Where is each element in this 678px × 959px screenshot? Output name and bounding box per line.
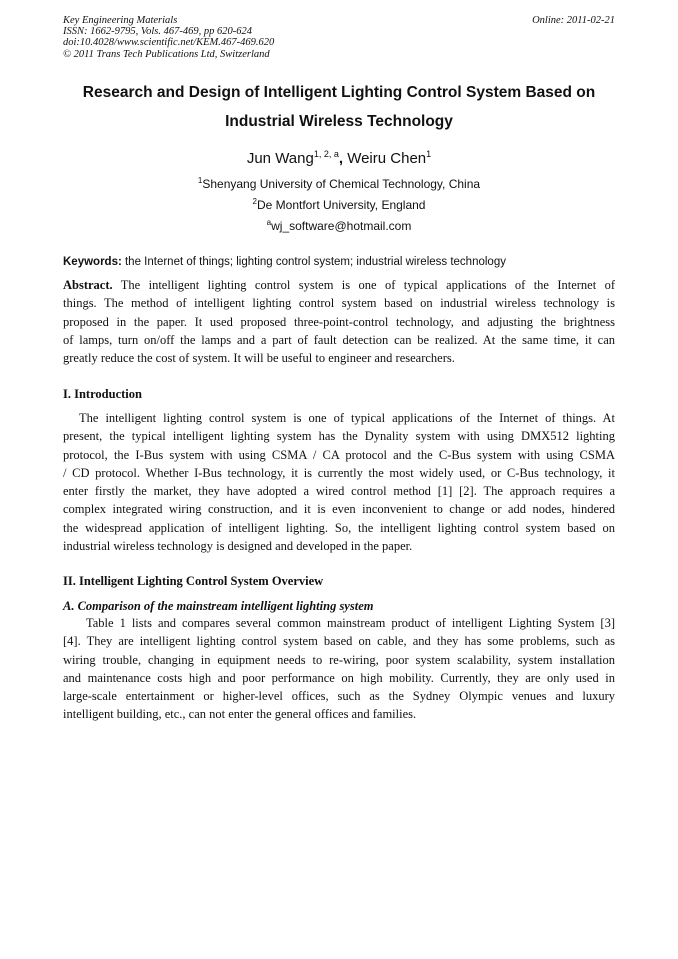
author-2-affiliation: 1 bbox=[426, 149, 432, 159]
body-line: and maintenance costs high and poor performance on high mobility. Currently, they are only used in bbox=[63, 670, 615, 685]
journal-header bbox=[63, 15, 615, 60]
email-mark: a bbox=[266, 218, 272, 227]
body-line: enter firstly the market, they have adopted a wired control method [1] [2]. The approach requires a bbox=[63, 484, 615, 499]
affiliation-2-text: De Montfort University, England bbox=[256, 198, 426, 212]
body-line: large-scale entertainment or higher-level offices, such as the Sydney Olympic venues and luxury bbox=[63, 689, 615, 704]
keywords-label: Keywords: bbox=[63, 256, 122, 268]
body-line: industrial wireless technology is designed and developed in the paper. bbox=[63, 539, 413, 554]
abstract-line bbox=[63, 276, 615, 294]
affiliation-2 bbox=[0, 197, 678, 213]
abstract-line-text: The intelligent lighting control system is one of typical applications of the Internet of bbox=[112, 278, 615, 292]
body-line: [4]. They are intelligent lighting control system based on cable, and they has some problems, such as bbox=[63, 634, 615, 649]
title-line-1: Research and Design of Intelligent Lighting Control System Based on bbox=[82, 84, 596, 101]
body-line: the widespread application of intelligent lighting. So, the intelligent lighting control system based on bbox=[63, 520, 615, 535]
body-line: The intelligent lighting control system is one of typical applications of the Internet of things. At bbox=[79, 411, 615, 425]
author-separator: , bbox=[338, 150, 344, 167]
abstract-label: Abstract. bbox=[63, 278, 113, 292]
abstract-line: greatly reduce the cost of system. It will be useful to engineer and researchers. bbox=[63, 351, 455, 366]
subsection-a-heading: A. Comparison of the mainstream intelligent lighting system bbox=[63, 599, 374, 613]
section-2-heading: II. Intelligent Lighting Control System Overview bbox=[63, 574, 324, 588]
abstract-line: things. The method of intelligent lighting control system based on industrial wireless technology is bbox=[63, 296, 615, 311]
title-line-2: Industrial Wireless Technology bbox=[225, 113, 453, 130]
body-line: wiring trouble, changing in equipment needs to re-wiring, poor system scalability, system installation bbox=[63, 652, 615, 667]
affiliation-2-mark: 2 bbox=[252, 197, 257, 206]
abstract-line: of lamps, turn on/off the lamps and a part of fault detection can be realized. At the same time, it can bbox=[63, 332, 615, 347]
body-line: / CD protocol. Whether I-Bus technology, it is currently the most widely used, or C-Bus technology, it bbox=[63, 465, 615, 480]
body-line: present, the typical intelligent lighting system has the Dynality system with using DMX512 lighting bbox=[63, 429, 615, 444]
affiliation-1-text: Shenyang University of Chemical Technology, China bbox=[202, 177, 481, 191]
section-1-body bbox=[63, 409, 615, 555]
section-1-heading: I. Introduction bbox=[63, 387, 142, 401]
author-line bbox=[0, 148, 678, 170]
issn-line: ISSN: 1662-9795, Vols. 467-469, pp 620-624 bbox=[63, 26, 252, 38]
keywords bbox=[63, 254, 623, 270]
affiliation-email bbox=[0, 218, 678, 234]
author-2: Weiru Chen bbox=[347, 150, 427, 167]
body-line: complex integrated wiring construction, and it is even inconvenient to change or add nodes, hindered bbox=[63, 502, 615, 517]
doi-line: doi:10.4028/www.scientific.net/KEM.467-469.620 bbox=[63, 37, 275, 49]
body-line: Table 1 lists and compares several common mainstream product of intelligent Lighting System [3] bbox=[86, 616, 615, 630]
journal-name: Key Engineering Materials bbox=[63, 15, 178, 26]
affiliation-1 bbox=[0, 176, 678, 192]
abstract-line: proposed in the paper. It used proposed three-point-control technology, and adjusting the brightness bbox=[63, 314, 615, 329]
email-text: wj_software@hotmail.com bbox=[271, 219, 412, 233]
author-1: Jun Wang bbox=[246, 150, 314, 167]
paper-title bbox=[40, 78, 638, 136]
affiliation-1-mark: 1 bbox=[197, 176, 203, 185]
abstract bbox=[63, 276, 615, 367]
body-line: protocol, the I-Bus system with using CSMA / CA protocol and the C-Bus system with using CSMA bbox=[63, 447, 615, 462]
copyright-line: © 2011 Trans Tech Publications Ltd, Switzerland bbox=[63, 48, 270, 60]
author-1-affiliation: 1, 2, a bbox=[313, 149, 339, 159]
online-date: Online: 2011-02-21 bbox=[532, 15, 615, 26]
section-2-body bbox=[63, 614, 615, 724]
body-line: intelligent building, etc., can not enter the general offices and families. bbox=[63, 707, 417, 722]
keywords-text: the Internet of things; lighting control system; industrial wireless technology bbox=[121, 256, 506, 268]
